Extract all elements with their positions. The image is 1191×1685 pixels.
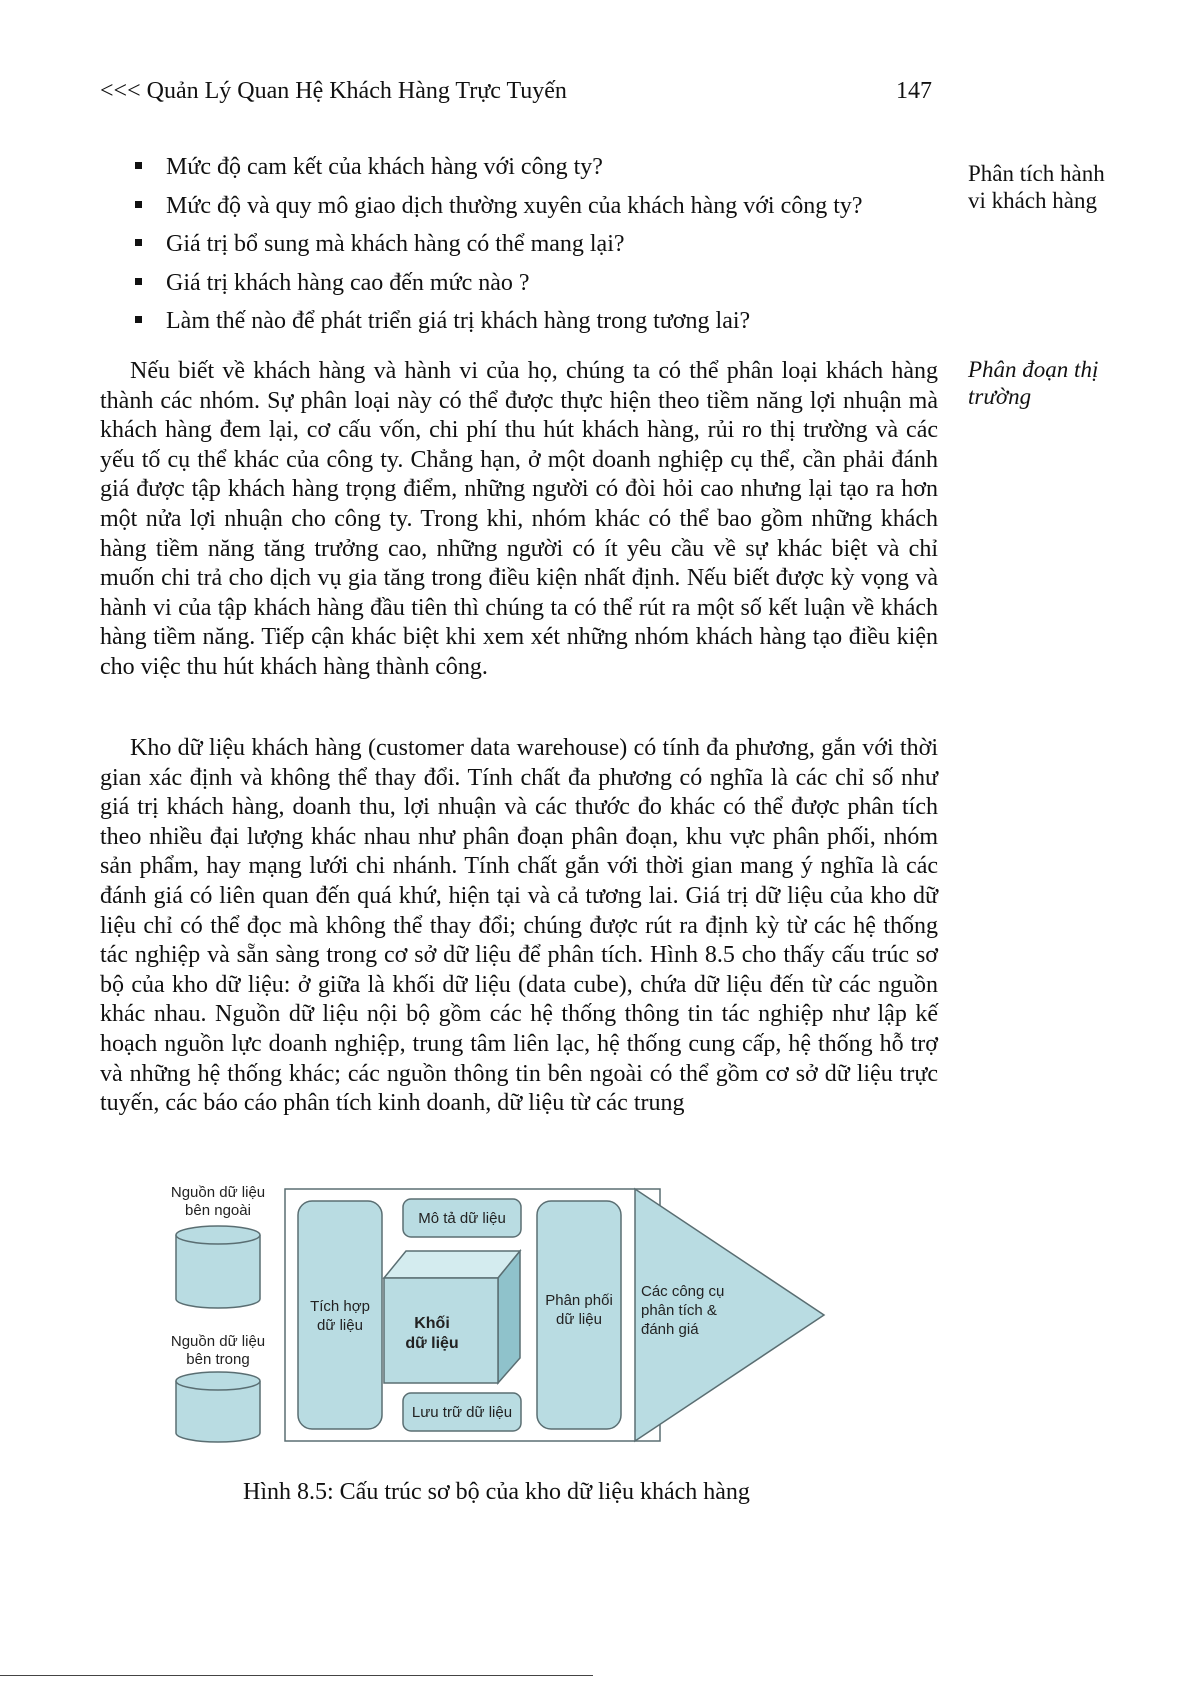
running-header [100,78,940,112]
margin-note-behavior-analysis: Phân tích hành vi khách hàng [968,161,1105,213]
body-paragraph: Nếu biết về khách hàng và hành vi của họ, chúng ta có thể phân loại khách hàng thành các nhóm. Sự phân loại này có thể được thực hiện theo tiềm năng lợi nhuận mà khách hàng đem lại, cơ cấu vốn, chi phí thu hút khách hàng, rủi ro thị trường và các yếu tố cụ thể khác của công ty. Chẳng hạn, ở một doanh nghiệp cụ thể, cần phải đánh giá được tập khách hàng trọng điểm, những người có đòi hỏi cao nhưng lại tạo ra hơn một nửa lợi nhuận cho công ty. Trong khi, nhóm khác có thể bao gồm những khách hàng tiềm năng tăng trưởng cao, những người có ít yêu cầu về sự khác biệt và chỉ muốn chi trả cho dịch vụ gia tăng trong điều kiện nhất định. Nếu biết được kỳ vọng và hành vi của tập khách hàng đầu tiên thì chúng ta có thể rút ra một số kết luận về khách hàng tiềm năng. Tiếp cận khác biệt khi xem xét những nhóm khách hàng tạo điều kiện cho việc thu hút khách hàng thành công. [100,358,938,680]
data-warehouse-diagram [170,1183,890,1451]
tools-label-line1: Các công cụ [641,1283,725,1300]
external-source-label-line1: Nguồn dữ liệu [170,1184,266,1201]
integration-label-line2: dữ liệu [317,1317,363,1334]
bullet-square-icon [135,162,142,169]
data-cube [384,1251,520,1383]
internal-source-label-line2: bên trong [186,1351,250,1368]
storage-label: Lưu trữ dữ liệu [411,1404,513,1421]
margin-note-market-segmentation: Phân đoạn thị trường [968,357,1099,409]
list-item: Mức độ và quy mô giao dịch thường xuyên của khách hàng với công ty? [130,191,940,230]
body-paragraph: Kho dữ liệu khách hàng (customer data warehouse) có tính đa phương, gắn với thời gian xác định và không thể thay đổi. Tính chất đa phương có nghĩa là các chỉ số như giá trị khách hàng, doanh thu, lợi nhuận và các thước đo khác có thể được phân tích theo nhiều đại lượng khác nhau như phân đoạn phân đoạn, khu vực phân phối, nhóm sản phẩm, hay mạng lưới chi nhánh. Tính chất gắn với thời gian mang ý nghĩa là các đánh giá có liên quan đến quá khứ, hiện tại và cả tương lai. Giá trị dữ liệu của kho dữ liệu chỉ có thể đọc mà không thể thay đổi; chúng được rút ra định kỳ từ các hệ thống tác nghiệp và sẵn sàng trong cơ sở dữ liệu để phân tích. Hình 8.5 cho thấy cấu trúc sơ bộ của kho dữ liệu: ở giữa là khối dữ liệu (data cube), chứa dữ liệu đến từ các nguồn khác nhau. Nguồn dữ liệu nội bộ gồm các hệ thống thông tin tác nghiệp như lập kế hoạch nguồn lực doanh nghiệp, trung tâm liên lạc, hệ thống cung cấp, hệ thống hỗ trợ và những hệ thống khác; các nguồn thông tin bên ngoài có thể gồm cơ sở dữ liệu trực tuyến, các báo cáo phân tích kinh doanh, dữ liệu từ các trung [100,735,938,1117]
list-item: Mức độ cam kết của khách hàng với công ty? [130,152,940,191]
question-list [130,152,940,345]
header-title: <<< Quản Lý Quan Hệ Khách Hàng Trực Tuyến [100,78,567,104]
integration-block [298,1201,382,1429]
cube-label-line2: dữ liệu [405,1335,459,1352]
list-item: Giá trị bổ sung mà khách hàng có thể mang lại? [130,229,940,268]
page-number: 147 [896,78,932,104]
list-item: Làm thế nào để phát triển giá trị khách hàng trong tương lai? [130,306,940,345]
list-item: Giá trị khách hàng cao đến mức nào ? [130,268,940,307]
bullet-square-icon [135,239,142,246]
bullet-square-icon [135,278,142,285]
internal-source-label-line1: Nguồn dữ liệu [170,1333,266,1350]
bullet-square-icon [135,201,142,208]
metadata-label: Mô tả dữ liệu [418,1210,506,1227]
external-database-icon [176,1226,260,1308]
integration-label-line1: Tích hợp [310,1298,370,1315]
distribution-label-line1: Phân phối [545,1292,613,1309]
figure-caption: Hình 8.5: Cấu trúc sơ bộ của kho dữ liệu khách hàng [243,1479,750,1505]
internal-database-icon [176,1372,260,1442]
tools-label-line3: đánh giá [641,1321,699,1338]
external-source-label-line2: bên ngoài [185,1202,251,1219]
footer-rule [0,1675,593,1676]
tools-label-line2: phân tích & [641,1302,717,1319]
bullet-square-icon [135,316,142,323]
distribution-label-line2: dữ liệu [556,1311,602,1328]
cube-label-line1: Khối [414,1315,450,1332]
